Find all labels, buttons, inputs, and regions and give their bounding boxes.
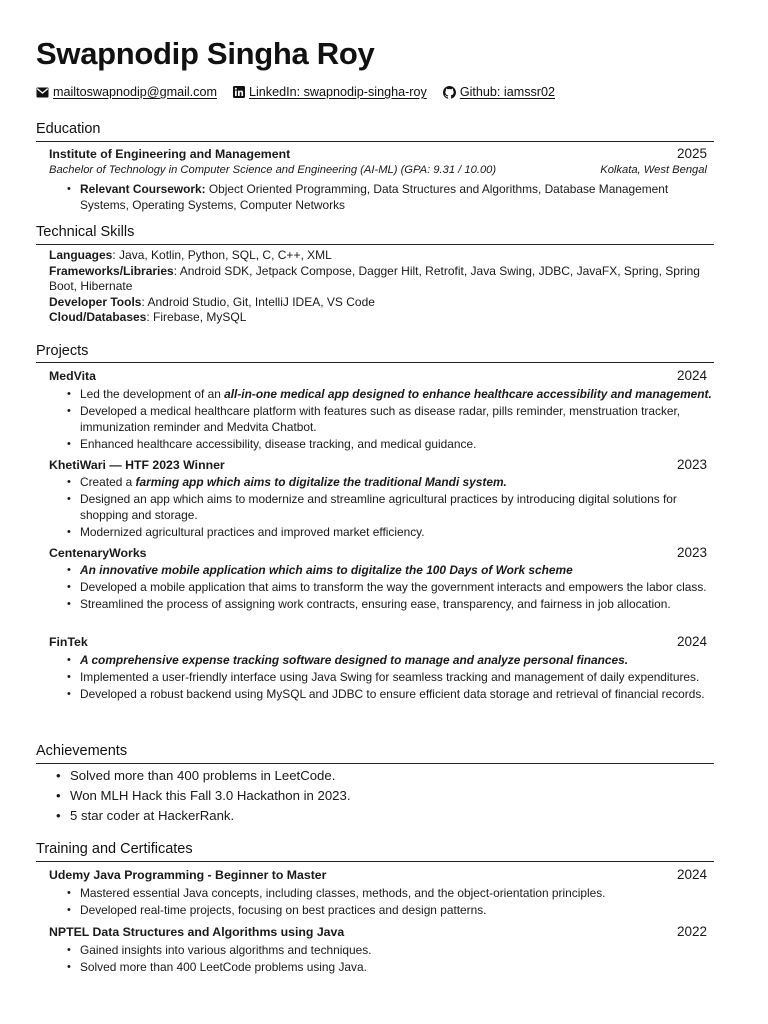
list-item: • Developed a mobile application that aims to transform the way the government interacts and empowers the labor class.: [66, 579, 712, 595]
section-title-achievements: Achievements: [36, 743, 128, 759]
training-name: Udemy Java Programming - Beginner to Master: [49, 868, 327, 882]
list-item: • Enhanced healthcare accessibility, disease tracking, and medical guidance.: [66, 436, 712, 452]
project-year: 2024: [676, 634, 707, 649]
achievements-list: [55, 766, 705, 827]
section-title-projects: Projects: [36, 343, 89, 359]
project-bullets: [66, 562, 712, 612]
skills-block: [49, 248, 709, 326]
skills-row: [49, 248, 709, 264]
section-divider: [36, 861, 714, 862]
list-item: • Solved more than 400 problems in LeetCode.: [55, 766, 705, 786]
institution-name: Institute of Engineering and Management: [49, 147, 291, 161]
list-item: [66, 562, 712, 578]
project-year: 2023: [676, 457, 707, 472]
list-item: • Developed real-time projects, focusing on best practices and design patterns.: [66, 902, 712, 918]
project-header: [49, 368, 707, 383]
github-icon: [443, 86, 456, 99]
project-bullets: [66, 386, 712, 453]
candidate-name: Swapnodip Singha Roy: [36, 36, 375, 71]
envelope-icon: [36, 87, 49, 98]
skills-value: : Firebase, MySQL: [146, 310, 247, 325]
skills-value: : Android SDK, Jetpack Compose, Dagger Hilt, Retrofit, Java Swing, JDBC, JavaFX, Spring, Spring Boot, Hibernate: [49, 263, 700, 294]
list-item: • Modernized agricultural practices and improved market efficiency.: [66, 524, 712, 540]
list-item: • Won MLH Hack this Fall 3.0 Hackathon in 2023.: [55, 786, 705, 806]
skills-label: Languages: [49, 248, 113, 262]
email-text: mailtoswapnodip@gmail.com: [53, 85, 217, 99]
list-item: • Designed an app which aims to modernize and streamline agricultural practices by introducing digital solutions for shopping and storage.: [66, 491, 712, 524]
bullet-emphasis: A comprehensive expense tracking software designed to manage and analyze personal finances.: [80, 653, 629, 667]
section-title-education: Education: [36, 121, 101, 137]
skills-label: Frameworks/Libraries: [49, 263, 174, 278]
list-item: • Streamlined the process of assigning work contracts, ensuring ease, transparency, and fairness in job allocation.: [66, 596, 712, 612]
training-header: [49, 924, 707, 939]
degree-text: Bachelor of Technology in Computer Science and Engineering (AI-ML) (GPA: 9.31 / 10.00): [49, 164, 497, 176]
training-header: [49, 867, 707, 882]
skills-row: [49, 264, 709, 295]
training-name: NPTEL Data Structures and Algorithms using Java: [49, 925, 345, 939]
list-item: [66, 652, 712, 668]
bullet-emphasis: farming app which aims to digitalize the traditional Mandi system.: [135, 475, 507, 489]
project-header: [49, 457, 707, 472]
section-divider: [36, 362, 714, 363]
project-bullets: [66, 474, 712, 541]
project-name: FinTek: [49, 635, 88, 649]
skills-row: [49, 310, 709, 326]
training-bullets: [66, 942, 712, 976]
training-bullets: [66, 885, 712, 919]
list-item: [66, 474, 712, 490]
education-entry-header: [49, 146, 707, 161]
github-text: Github: iamssr02: [459, 85, 556, 99]
project-year: 2024: [676, 368, 707, 383]
list-item: • Developed a medical healthcare platform with features such as disease radar, pills reminder, menstruation tracker, immunization reminder and Medvita Chatbot.: [66, 403, 712, 436]
training-year: 2024: [676, 867, 707, 882]
skills-value: : Android Studio, Git, IntelliJ IDEA, VS Code: [141, 294, 375, 309]
education-location: Kolkata, West Bengal: [600, 164, 707, 176]
list-item: • Developed a robust backend using MySQL and JDBC to ensure efficient data storage and retrieval of financial records.: [66, 686, 712, 702]
github-link[interactable]: [443, 85, 555, 99]
list-item: • Implemented a user-friendly interface using Java Swing for seamless tracking and management of daily expenditures.: [66, 669, 712, 685]
project-year: 2023: [676, 545, 707, 560]
education-year: 2025: [676, 146, 707, 161]
linkedin-text: LinkedIn: swapnodip-singha-roy: [248, 85, 427, 99]
project-header: [49, 634, 707, 649]
list-item: • Gained insights into various algorithms and techniques.: [66, 942, 712, 958]
list-item: • Solved more than 400 LeetCode problems using Java.: [66, 959, 712, 975]
coursework-label: Relevant Coursework:: [80, 182, 206, 196]
bullet-emphasis: all-in-one medical app designed to enhance healthcare accessibility and management.: [224, 387, 712, 401]
project-name: MedVita: [49, 369, 96, 383]
training-year: 2022: [676, 924, 707, 939]
section-divider: [36, 244, 714, 245]
bullet-emphasis: An innovative mobile application which aims to digitalize the 100 Days of Work scheme: [80, 563, 573, 577]
skills-value: : Java, Kotlin, Python, SQL, C, C++, XML: [112, 248, 332, 262]
skills-row: [49, 295, 709, 311]
email-link[interactable]: [36, 85, 217, 99]
project-name: CentenaryWorks: [49, 546, 147, 560]
list-item: • 5 star coder at HackerRank.: [55, 806, 705, 826]
list-item: [66, 181, 712, 214]
project-name: KhetiWari — HTF 2023 Winner: [49, 458, 225, 472]
education-bullets: [66, 181, 712, 214]
skills-label: Cloud/Databases: [49, 310, 147, 325]
contact-bar: [36, 83, 571, 101]
education-entry-subheader: [49, 164, 707, 176]
linkedin-link[interactable]: [233, 85, 427, 99]
skills-label: Developer Tools: [49, 294, 142, 309]
bullet-text: Created a: [80, 475, 136, 489]
project-header: [49, 545, 707, 560]
coursework-text: Object Oriented Programming, Data Structures and Algorithms, Database Management Systems, Operating Systems, Computer Networks: [80, 182, 669, 213]
linkedin-icon: [233, 86, 245, 98]
list-item: [66, 386, 712, 402]
project-bullets: [66, 652, 712, 702]
section-title-training: Training and Certificates: [36, 841, 193, 857]
list-item: • Mastered essential Java concepts, including classes, methods, and the object-orientation principles.: [66, 885, 712, 901]
section-title-skills: Technical Skills: [36, 224, 135, 240]
section-divider: [36, 763, 714, 764]
section-divider: [36, 141, 714, 142]
bullet-text: Led the development of an: [80, 387, 225, 401]
